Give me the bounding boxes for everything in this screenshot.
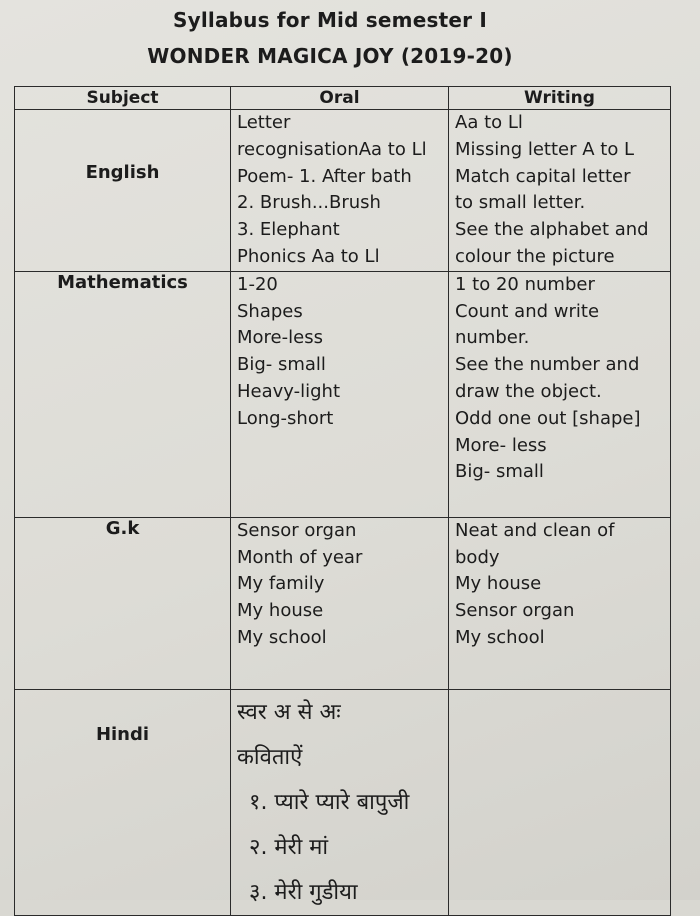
- writing-cell: [449, 517, 671, 689]
- list-item: Sensor organ: [455, 600, 575, 622]
- subject-cell: Hindi: [15, 689, 231, 915]
- column-header-oral: Oral: [231, 87, 449, 110]
- writing-cell: [449, 271, 671, 517]
- writing-cell: [449, 110, 671, 272]
- list-item: body: [455, 546, 500, 568]
- subject-cell: English: [15, 110, 231, 272]
- list-item: कविताऐं: [237, 744, 303, 770]
- list-item: १. प्यारे प्यारे बापुजी: [249, 789, 410, 815]
- list-item: colour the picture: [455, 245, 615, 267]
- list-item: 2. Brush...Brush: [237, 192, 381, 214]
- list-item: Big- small: [237, 354, 326, 376]
- oral-cell: [231, 689, 449, 915]
- list-item: ३. मेरी गुडीया: [249, 879, 358, 905]
- list-item: My school: [455, 626, 545, 648]
- list-item: See the number and: [455, 354, 640, 376]
- column-header-writing: Writing: [449, 87, 671, 110]
- list-item: 1 to 20 number: [455, 273, 595, 295]
- list-item: Odd one out [shape]: [455, 407, 641, 429]
- list-item: More-less: [237, 327, 323, 349]
- oral-cell: [231, 517, 449, 689]
- list-item: Count and write: [455, 300, 600, 322]
- oral-cell: [231, 110, 449, 272]
- list-item: My house: [237, 600, 324, 622]
- list-item: Heavy-light: [237, 380, 341, 402]
- list-item: My school: [237, 626, 327, 648]
- list-item: to small letter.: [455, 192, 586, 214]
- oral-cell: [231, 271, 449, 517]
- list-item: draw the object.: [455, 380, 602, 402]
- list-item: Match capital letter: [455, 165, 631, 187]
- page-subtitle: WONDER MAGICA JOY (2019-20): [147, 44, 513, 68]
- table-row-english: [15, 110, 671, 272]
- list-item: Long-short: [237, 407, 334, 429]
- table-header-row: [15, 87, 671, 110]
- list-item: See the alphabet and: [455, 219, 649, 241]
- list-item: Phonics Aa to Ll: [237, 245, 380, 267]
- page-title: Syllabus for Mid semester I: [173, 8, 487, 32]
- list-item: Neat and clean of: [455, 519, 615, 541]
- list-item: Big- small: [455, 461, 544, 483]
- list-item: Aa to Ll: [455, 112, 523, 133]
- list-item: 1-20: [237, 273, 278, 295]
- subject-cell: G.k: [15, 517, 231, 689]
- list-item: Sensor organ: [237, 519, 357, 541]
- list-item: More- less: [455, 434, 547, 456]
- list-item: My house: [455, 573, 542, 595]
- column-header-subject: Subject: [15, 87, 231, 110]
- list-item: स्वर अ से अः: [237, 699, 341, 725]
- list-item: Shapes: [237, 300, 303, 322]
- table-row-mathematics: [15, 271, 671, 517]
- table-row-hindi: [15, 689, 671, 915]
- writing-cell-empty: [449, 689, 671, 915]
- list-item: 3. Elephant: [237, 219, 340, 241]
- table-row-gk: [15, 517, 671, 689]
- list-item: My family: [237, 573, 325, 595]
- list-item: २. मेरी मां: [249, 834, 329, 860]
- subject-cell: Mathematics: [15, 271, 231, 517]
- list-item: Letter: [237, 112, 291, 133]
- list-item: number.: [455, 327, 530, 349]
- list-item: Month of year: [237, 546, 363, 568]
- list-item: recognisationAa to Ll: [237, 138, 427, 160]
- syllabus-table: [14, 86, 671, 916]
- list-item: Missing letter A to L: [455, 138, 635, 160]
- list-item: Poem- 1. After bath: [237, 165, 412, 187]
